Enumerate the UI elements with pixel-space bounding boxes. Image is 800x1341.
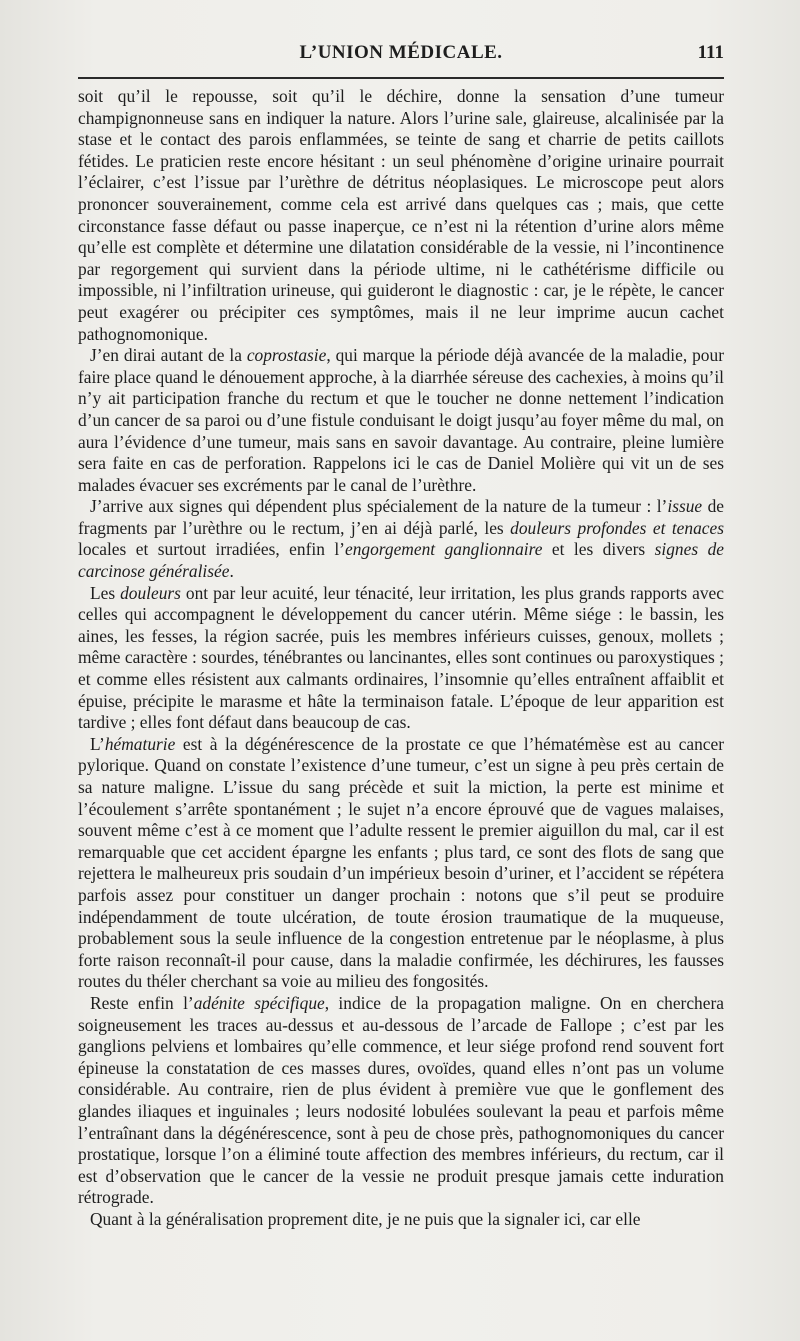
text-run: Quant à la généralisation proprement dite, je ne puis que la signaler ici, car elle <box>90 1208 641 1229</box>
header-rule <box>78 77 724 79</box>
paragraph <box>78 993 724 1209</box>
article-body <box>78 86 724 1230</box>
text-run: . <box>229 561 234 582</box>
text-run: Reste enfin l’ <box>90 992 194 1013</box>
italic-run: douleurs <box>120 582 181 603</box>
text-run: locales et surtout irradiées, enfin l’ <box>78 539 345 560</box>
running-head <box>78 42 724 72</box>
text-run: de fragments par l’urèthre ou le rectum, j’en ai déjà parlé, les <box>78 496 725 538</box>
paragraph <box>78 345 724 496</box>
text-run: est à la dégénérescence de la prostate ce que l’hématémèse est au cancer pylorique. Quand on constate l’existence d’une tumeur, c’est un signe à peu près certain de sa nature maligne. L’issue du sang précède et suit la miction, la perte est minime et l’écoulement s’arrête spontanément ; le sujet n’a encore éprouvé que de vagues malaises, souvent même c’est à ce moment que l’adulte ressent le premier aiguillon du mal, car il est remarquable que cet accident épargne les enfants ; plus tard, ce sont des flots de sang que rejettera le malheureux pris soudain d’un impérieux besoin d’uriner, et l’accident se répétera parfois assez pour constituer un danger prochain : notons que s’il peut se produire indépendamment de toute ulcération, de toute érosion traumatique de la muqueuse, probablement sous la seule influence de la congestion entretenue par le néoplasme, à plus forte raison reconnaît-il pour cause, dans la maladie confirmée, les déchirures, les fausses routes du théler cherchant sa voie au milieu des fongosités. <box>78 733 724 992</box>
text-run: , qui marque la période déjà avancée de la maladie, pour faire place quand le dénouement approche, à la diarrhée séreuse des cachexies, à moins qu’il n’y ait participation franche du rectum et que le toucher ne donne nettement l’indication d’un cancer de sa paroi ou d’une fistule conduisant le doigt jusqu’au foyer même du mal, on aura l’évidence d’une tumeur, mais sans en savoir davantage. Au contraire, pleine lumière sera faite en cas de perforation. Rappelons ici le cas de Daniel Molière qui vit un de ses malades évacuer ses excréments par le canal de l’urèthre. <box>78 345 724 495</box>
text-run: J’en dirai autant de la <box>90 345 247 366</box>
text-run: soit qu’il le repousse, soit qu’il le déchire, donne la sensation d’une tumeur champignonneuse sans en indiquer la nature. Alors l’urine sale, glaireuse, alcalinisée par la stase et le contact des parois enflammées, se teinte de sang et charrie de petits caillots fétides. Le praticien reste encore hésitant : un seul phénomène d’origine urinaire pourrait l’éclairer, c’est l’issue par l’urèthre de détritus néoplasiques. Le microscope peut alors prononcer souverainement, comme cela est arrivé dans quelques cas ; mais, que cette circonstance fasse défaut ou passe inaperçue, ce n’est ni la rétention d’urine alors même qu’elle est complète et détermine une dilatation considérable de la vessie, ni l’incontinence par regorgement qui survient dans la période ultime, ni le cathétérisme difficile ou impossible, ni l’infiltration urineuse, qui guideront le diagnostic : car, je le répète, le cancer peut exagérer ou précipiter ces symptômes, mais il ne leur imprime aucun cachet pathognomonique. <box>78 86 724 344</box>
paragraph <box>78 734 724 993</box>
running-title: L’UNION MÉDICALE. <box>299 42 503 63</box>
paragraph <box>78 86 724 345</box>
italic-run: signes de carcinose généralisée <box>78 539 724 582</box>
text-run: J’arrive aux signes qui dépendent plus spécialement de la nature de la tumeur : l’ <box>90 496 668 517</box>
italic-run: hématurie <box>104 733 176 754</box>
text-run: , indice de la propagation maligne. On en cherchera soigneusement les traces au-dessus et au-dessous de l’arcade de Fallope ; c’est par les ganglions pelviens et lombaires qu’elle commence, et leur siége profond rend souvent fort épineuse la constatation de ces masses dures, ovoïdes, quand elles n’ont pas un volume considérable. Au contraire, rien de plus évident à première vue que le gonflement des glandes iliaques et inguinales ; leurs nodosité lobulées soulevant la peau et parfois même l’entraînant dans la dégénérescence, sont à peu de chose près, pathognomoniques du cancer prostatique, lorsque l’on a éliminé toute affection des membres inférieurs, du rectum, car il est d’observation que le cancer de la vessie ne produit presque jamais cette induration rétrograde. <box>78 992 724 1208</box>
paragraph <box>78 496 724 582</box>
italic-run: douleurs profondes et tenaces <box>510 517 724 538</box>
text-run: et les divers <box>542 539 655 560</box>
italic-run: adénite spécifique <box>193 992 325 1013</box>
text-run: Les <box>90 582 121 603</box>
italic-run: engorgement ganglionnaire <box>344 539 543 560</box>
paragraph <box>78 583 724 734</box>
paragraph <box>78 1209 724 1231</box>
text-run: L’ <box>90 733 105 754</box>
page-number: 111 <box>697 42 724 63</box>
italic-run: issue <box>667 496 703 517</box>
italic-run: coprostasie <box>246 345 327 366</box>
text-run: ont par leur acuité, leur ténacité, leur irritation, les plus grands rapports avec celles qui accompagnent le développement du cancer utérin. Même siége : le bassin, les aines, les fesses, la région sacrée, puis les membres inférieurs cuisses, genoux, mollets ; même caractère : sourdes, ténébrantes ou lancinantes, elles sont continues ou paroxystiques ; et comme elles résistent aux calmants ordinaires, l’insomnie qu’elles entraînent affaiblit et épuise, précipite le marasme et hâte la terminaison fatale. L’époque de leur apparition est tardive ; elles font défaut dans beaucoup de cas. <box>78 582 724 733</box>
